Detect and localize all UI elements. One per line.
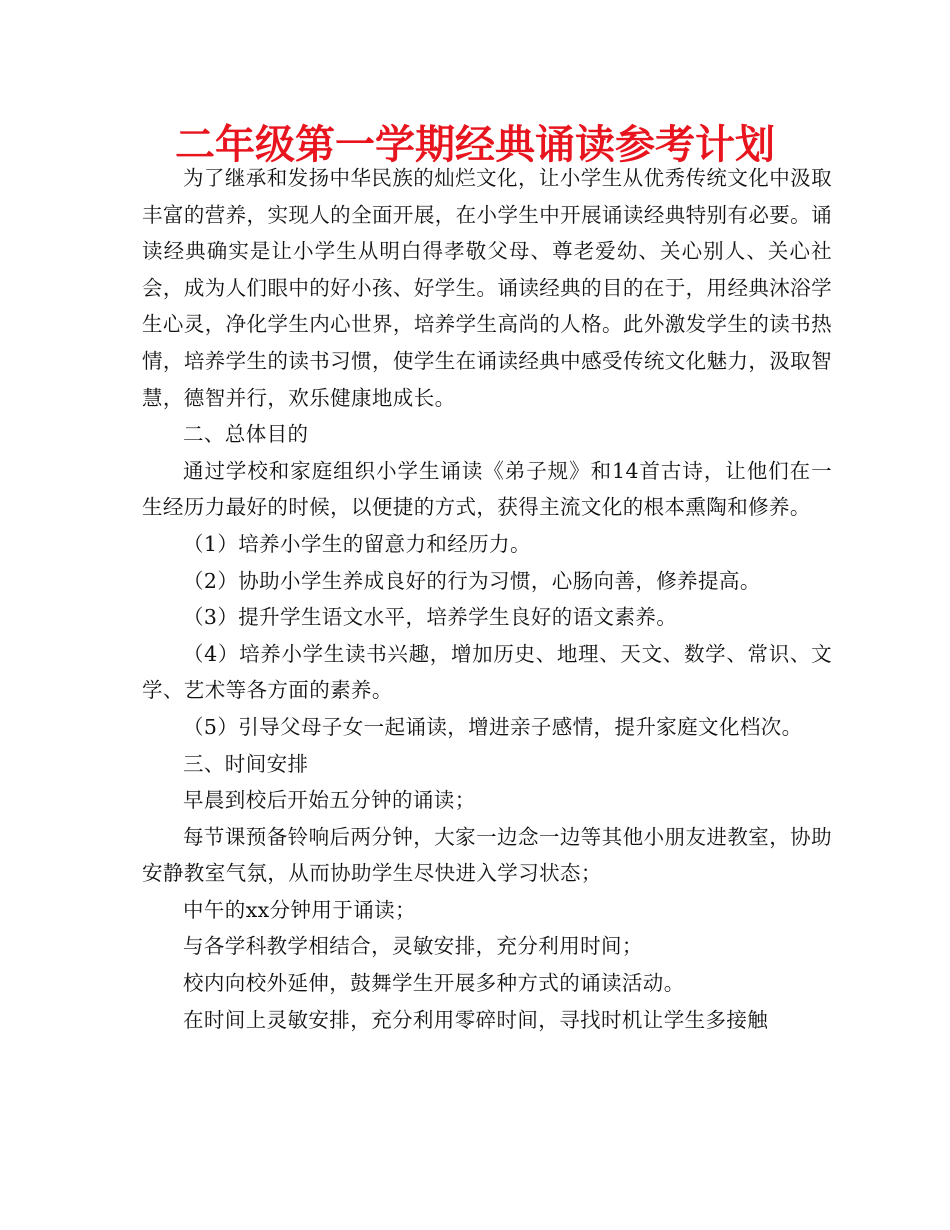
schedule-item-time: 在时间上灵敏安排，充分利用零碎时间，寻找时机让学生多接触	[183, 1007, 769, 1032]
goal-item-4: （4）培养小学生读书兴趣，增加历史、地理、天文、数学、常识、文学、艺术等各方面的素养。	[142, 641, 832, 703]
section-heading-schedule: 三、时间安排	[183, 751, 309, 776]
goal-item-3: （3）提升学生语文水平，培养学生良好的语文素养。	[183, 605, 678, 630]
document-title: 二年级第一学期经典诵读参考计划	[175, 122, 775, 168]
goal-item-2: （2）协助小学生养成良好的行为习惯，心肠向善，修养提高。	[183, 568, 761, 593]
goal-item-5: （5）引导父母子女一起诵读，增进亲子感情，提升家庭文化档次。	[183, 714, 803, 739]
schedule-item-subjects: 与各学科教学相结合，灵敏安排，充分利用时间；	[183, 934, 643, 959]
schedule-item-bell: 每节课预备铃响后两分钟，大家一边念一边等其他小朋友进教室，协助安静教室气氛，从而协助学生尽快进入学习状态；	[142, 824, 832, 886]
schedule-item-morning: 早晨到校后开始五分钟的诵读；	[183, 788, 476, 813]
paragraph-goals: 通过学校和家庭组织小学生诵读《弟子规》和14首古诗，让他们在一生经历力最好的时候，以便捷的方式，获得主流文化的根本熏陶和修养。	[142, 458, 832, 520]
document-body	[142, 160, 832, 1038]
schedule-item-outside: 校内向校外延伸，鼓舞学生开展多种方式的诵读活动。	[183, 971, 685, 996]
paragraph-intro: 为了继承和发扬中华民族的灿烂文化，让小学生从优秀传统文化中汲取丰富的营养，实现人的全面开展，在小学生中开展诵读经典特别有必要。诵读经典确实是让小学生从明白得孝敬父母、尊老爱幼、关心别人、关心社会，成为人们眼中的好小孩、好学生。诵读经典的目的在于，用经典沐浴学生心灵，净化学生内心世界，培养学生高尚的人格。此外激发学生的读书热情，培养学生的读书习惯，使学生在诵读经典中感受传统文化魅力，汲取智慧，德智并行，欢乐健康地成长。	[142, 166, 832, 410]
goal-item-1: （1）培养小学生的留意力和经历力。	[183, 531, 531, 556]
section-heading-goals: 二、总体目的	[183, 422, 309, 447]
schedule-item-noon: 中午的xx分钟用于诵读；	[183, 897, 416, 922]
